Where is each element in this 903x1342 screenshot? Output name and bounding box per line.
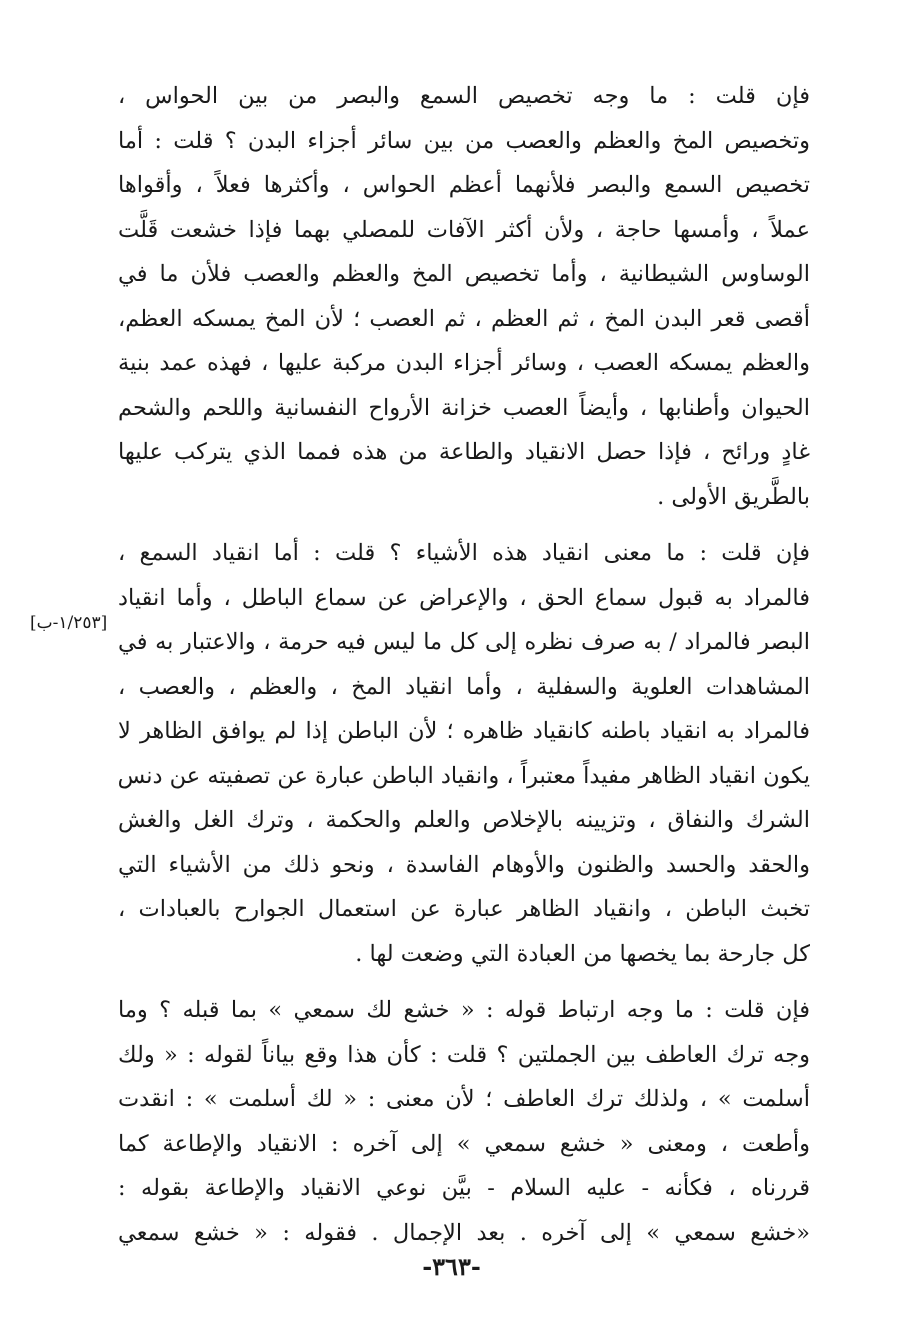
text-line: فالمراد به انقياد باطنه كانقياد ظاهره ؛ لأن الباطن إذا لم يوافق الظاهر لا xyxy=(118,718,810,744)
body-text xyxy=(118,74,810,1255)
text-line: «خشع سمعي » إلى آخره . بعد الإجمال . فقوله : « خشع سمعي xyxy=(118,1219,810,1246)
text-line: كل جارحة بما يخصها من العبادة التي وضعت لها . xyxy=(355,940,810,967)
text-line: المشاهدات العلوية والسفلية ، وأما انقياد المخ ، والعظم ، والعصب ، xyxy=(118,673,810,700)
text-line: الحيوان وأطنابها ، وأيضاً العصب خزانة الأرواح النفسانية واللحم والشحم xyxy=(118,394,810,421)
text-line: فالمراد به قبول سماع الحق ، والإعراض عن سماع الباطل ، وأما انقياد xyxy=(118,584,810,611)
text-line: غادٍ ورائح ، فإذا حصل الانقياد والطاعة من هذه فمما الذي يتركب عليها xyxy=(118,439,810,465)
text-line: وأطعت ، ومعنى « خشع سمعي » إلى آخره : الانقياد والإطاعة كما xyxy=(118,1130,810,1157)
margin-reference-note: [١/٢٥٣-ب] xyxy=(30,613,108,633)
text-line: والحقد والحسد والظنون والأوهام الفاسدة ، ونحو ذلك من الأشياء التي xyxy=(118,851,810,878)
text-line: عملاً ، وأمسها حاجة ، ولأن أكثر الآفات للمصلي بهما فإذا خشعت قَلَّت xyxy=(118,216,810,243)
paragraph-2 xyxy=(118,531,810,976)
paragraph-1 xyxy=(118,74,810,519)
page-number: -٣٦٣- xyxy=(422,1252,481,1281)
text-line: والعظم يمسكه العصب ، وسائر أجزاء البدن مركبة عليها ، فهذه عمد بنية xyxy=(118,350,810,376)
text-line: فإن قلت : ما وجه ارتباط قوله : « خشع لك سمعي » بما قبله ؟ وما xyxy=(118,997,810,1023)
text-line: تخصيص السمع والبصر فلأنهما أعظم الحواس ، وأكثرها فعلاً ، وأقواها xyxy=(118,172,810,198)
text-line: البصر فالمراد / به صرف نظره إلى كل ما ليس فيه حرمة ، والاعتبار به في xyxy=(118,629,810,655)
text-line: أسلمت » ، ولذلك ترك العاطف ؛ لأن معنى : « لك أسلمت » : انقدت xyxy=(118,1086,810,1112)
text-line: فإن قلت : ما وجه تخصيص السمع والبصر من بين الحواس ، xyxy=(118,83,810,109)
text-line: وجه ترك العاطف بين الجملتين ؟ قلت : كأن هذا وقع بياناً لقوله : « ولك xyxy=(118,1041,810,1068)
text-line: يكون انقياد الظاهر مفيداً معتبراً ، وانقياد الباطن عبارة عن تصفيته عن دنس xyxy=(118,762,810,789)
text-line: أقصى قعر البدن المخ ، ثم العظم ، ثم العصب ؛ لأن المخ يمسكه العظم، xyxy=(118,305,810,332)
text-line: الوساوس الشيطانية ، وأما تخصيص المخ والعظم والعصب فلأن ما في xyxy=(118,261,810,287)
text-line: تخبث الباطن ، وانقياد الظاهر عبارة عن استعمال الجوارح بالعبادات ، xyxy=(118,896,810,922)
text-line: وتخصيص المخ والعظم والعصب من بين سائر أجزاء البدن ؟ قلت : أما xyxy=(118,127,810,154)
text-line: الشرك والنفاق ، وتزيينه بالإخلاص والعلم والحكمة ، وترك الغل والغش xyxy=(118,807,810,833)
paragraph-3 xyxy=(118,988,810,1255)
text-line: قررناه ، فكأنه - عليه السلام - بيَّن نوعي الانقياد والإطاعة بقوله : xyxy=(118,1175,810,1201)
text-line: فإن قلت : ما معنى انقياد هذه الأشياء ؟ قلت : أما انقياد السمع ، xyxy=(118,540,810,566)
text-line: بالطَّريق الأولى . xyxy=(657,483,810,510)
